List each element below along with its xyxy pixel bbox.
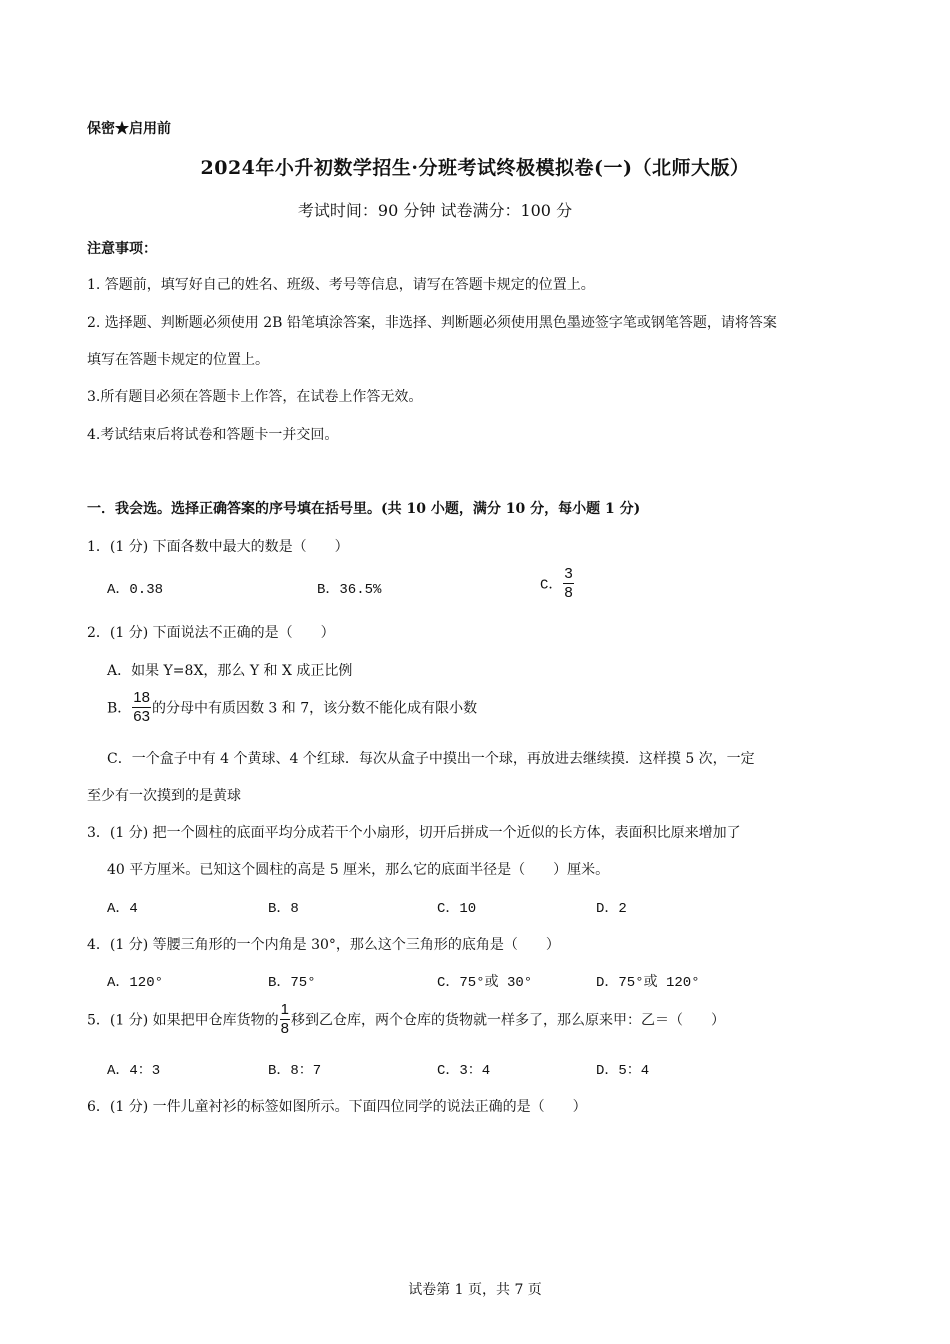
question-3-option-c: C．10 — [437, 901, 477, 917]
fraction-denominator: 8 — [564, 584, 573, 601]
question-3-option-b: B．8 — [268, 901, 299, 917]
question-5-stem-suffix: 移到乙仓库，两个仓库的货物就一样多了，那么原来甲：乙＝（ ） — [290, 1012, 725, 1029]
question-1-option-a: A．0.38 — [107, 582, 164, 598]
question-2-option-c-cont: 至少有一次摸到的是黄球 — [87, 788, 241, 804]
note-item-2: 2. 选择题、判断题必须使用 2B 铅笔填涂答案，非选择、判断题必须使用黑色墨迹签字笔或钢笔答题，请将答案 — [87, 315, 777, 331]
question-3-stem: 3．(1 分) 把一个圆柱的底面平均分成若干个小扇形，切开后拼成一个近似的长方体，表面积比原来增加了 — [87, 825, 741, 841]
section-heading: 一．我会选。选择正确答案的序号填在括号里。(共 10 小题，满分 10 分，每小题 1 分) — [87, 501, 641, 517]
question-2-option-b-text: 的分母中有质因数 3 和 7，该分数不能化成有限小数 — [151, 700, 478, 717]
question-4-option-a: A．120° — [107, 975, 164, 991]
question-5-option-a: A．4：3 — [107, 1063, 161, 1079]
question-3-stem-cont: 40 平方厘米。已知这个圆柱的高是 5 厘米，那么它的底面半径是（ ）厘米。 — [107, 862, 610, 878]
fraction-numerator: 1 — [280, 1001, 289, 1018]
question-2-option-a: A．如果 Y=8X，那么 Y 和 X 成正比例 — [107, 663, 353, 679]
fraction-numerator: 3 — [564, 565, 573, 582]
question-2-option-c: C．一个盒子中有 4 个黄球、4 个红球．每次从盒子中摸出一个球，再放进去继续摸．这样摸 5 次，一定 — [107, 751, 755, 767]
question-4-stem: 4．(1 分) 等腰三角形的一个内角是 30°，那么这个三角形的底角是（ ） — [87, 937, 560, 953]
question-4-option-b: B．75° — [268, 975, 316, 991]
question-5-option-c: C．3：4 — [437, 1063, 491, 1079]
fraction-denominator: 8 — [280, 1020, 289, 1037]
fraction — [132, 690, 151, 725]
question-6-stem: 6．(1 分) 一件儿童衬衫的标签如图所示。下面四位同学的说法正确的是（ ） — [87, 1099, 587, 1115]
question-3-option-d: D．2 — [596, 901, 627, 917]
note-item-2-cont: 填写在答题卡规定的位置上。 — [87, 352, 269, 368]
question-2-option-b-prefix: B． — [107, 700, 132, 717]
question-1-stem: 1．(1 分) 下面各数中最大的数是（ ） — [87, 539, 349, 555]
notes-heading: 注意事项： — [87, 241, 157, 257]
question-5-stem — [87, 1002, 725, 1037]
note-item-4: 4.考试结束后将试卷和答题卡一并交回。 — [87, 427, 339, 443]
question-5-stem-prefix: 5．(1 分) 如果把甲仓库货物的 — [87, 1012, 279, 1029]
question-2-stem: 2．(1 分) 下面说法不正确的是（ ） — [87, 625, 335, 641]
fraction — [280, 1002, 290, 1037]
page-footer: 试卷第 1 页，共 7 页 — [408, 1282, 542, 1298]
question-1-option-c-prefix: C． — [540, 577, 563, 594]
question-4-option-c: C．75°或 30° — [437, 975, 533, 991]
question-5-option-b: B．8：7 — [268, 1063, 322, 1079]
question-1-option-c — [540, 566, 575, 601]
question-1-option-b: B．36.5% — [317, 582, 382, 598]
question-4-option-d: D．75°或 120° — [596, 975, 700, 991]
fraction — [563, 566, 573, 601]
page-title: 2024年小升初数学招生·分班考试终极模拟卷(一)（北师大版） — [200, 157, 750, 179]
question-3-option-a: A．4 — [107, 901, 138, 917]
exam-info: 考试时间：90 分钟 试卷满分：100 分 — [297, 201, 573, 220]
question-5-option-d: D．5：4 — [596, 1063, 650, 1079]
fraction-numerator: 18 — [133, 689, 150, 706]
question-2-option-b — [107, 690, 477, 725]
note-item-1: 1. 答题前，填写好自己的姓名、班级、考号等信息，请写在答题卡规定的位置上。 — [87, 277, 595, 293]
confidential-label: 保密★启用前 — [87, 121, 171, 137]
note-item-3: 3.所有题目必须在答题卡上作答，在试卷上作答无效。 — [87, 389, 423, 405]
fraction-denominator: 63 — [133, 708, 150, 725]
